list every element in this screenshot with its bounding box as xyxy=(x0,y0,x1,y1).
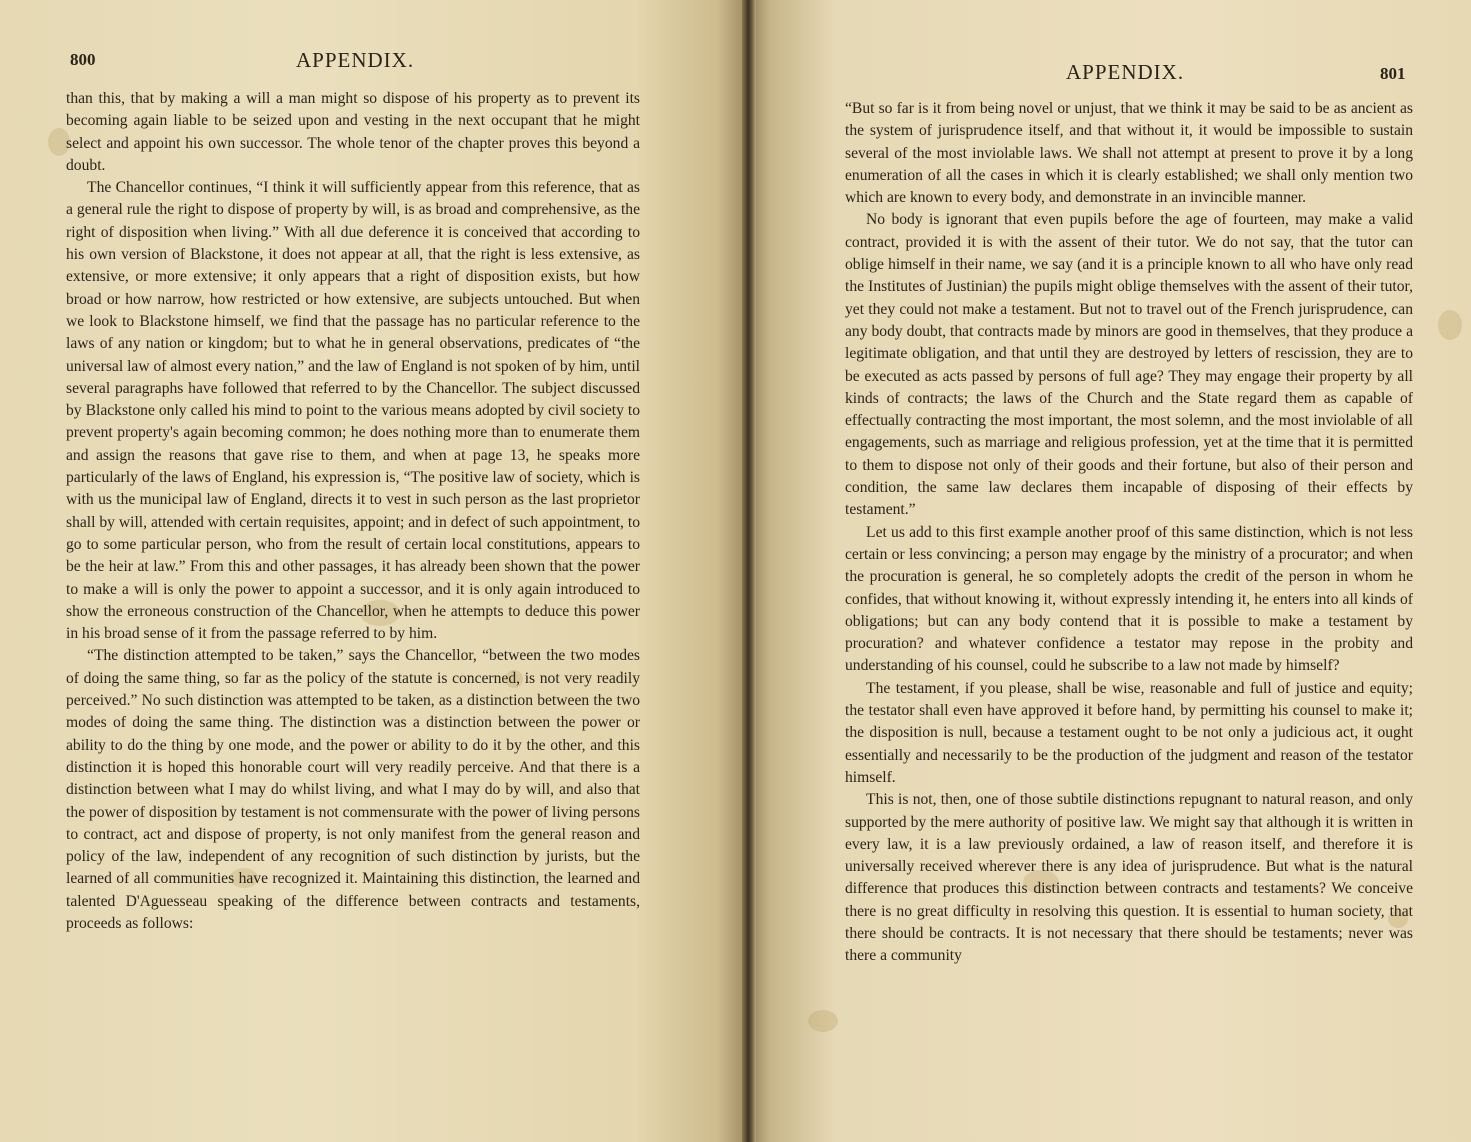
running-head: APPENDIX. xyxy=(296,48,415,72)
paragraph: The testament, if you please, shall be wise, reasonable and full of justice and equity; the testator shall even have approved it before hand, by permitting his counsel to make it; the disposition is null, because a testament ought to be not only a judicious act, it ought essentially and necessarily to be the production of the judgment and reason of the testator himself. xyxy=(845,679,1413,786)
right-page xyxy=(748,0,1471,1142)
page-number: 800 xyxy=(70,50,96,69)
paragraph: “The distinction attempted to be taken,” says the Chancellor, “between the two modes of doing the same thing, so far as the policy of the statute is concerned, is not very readily perceived.” No such distinction was attempted to be taken, as a distinction between the two modes of doing the same thing. The distinction was a distinction between the power or ability to do the thing by one mode, and the power or ability to do it by the other, and this distinction it is hoped this honorable court will very readily perceive. And that there is a distinction between what I may do whilst living, and what I may do by will, and also that the power of disposition by testament is not commensurate with the power of living persons to contract, act and dispose of property, is not only manifest from the general reason and policy of the law, independent of any recognition of such distinction by jurists, but the learned of all communities have recognized it. Maintaining this distinction, the learned and talented D'Aguesseau speaking of the difference between contracts and testaments, proceeds as follows: xyxy=(66,647,640,932)
paragraph: No body is ignorant that even pupils before the age of fourteen, may make a valid contract, provided it is with the assent of their tutor. We do not say, that the tutor can oblige himself in their name, we say (and it is a principle known to all who have only read the Institutes of Justinian) the pupils might oblige themselves with the assent of their tutor, yet they could not make a testament. But not to travel out of the French jurisprudence, can any body doubt, that contracts made by minors are good in themselves, that they produce a legitimate obligation, and that until they are destroyed by letters of rescission, they are to be executed as acts passed by persons of full age? They may engage their property by all kinds of contracts; the laws of the Church and the State regard them as capable of effectually contracting the most important, the most solemn, and the most inviolable of all engagements, such as marriage and religious profession, yet at the time that it is permitted to them to dispose not only of their goods and their fortune, but also of their person and condition, the same law declares them incapable of disposing of their effects by testament.” xyxy=(845,211,1413,519)
paragraph: This is not, then, one of those subtile distinctions repugnant to natural reason, and only supported by the mere authority of positive law. We might say that although it is written in every law, it is a law previously ordained, a law of reason itself, and therefore it is universally received wherever there is any idea of jurisprudence. But what is the natural difference that produces this distinction between contracts and testaments? We conceive there is no great difficulty in resolving this question. It is essential to human society, that there should be contracts. It is not necessary that there should be testaments; never was there a community xyxy=(845,791,1413,965)
page-number: 801 xyxy=(1380,64,1406,83)
paragraph: “But so far is it from being novel or unjust, that we think it may be said to be as ancient as the system of jurisprudence itself, and that without it, it would be impossible to sustain several of the most inviolable laws. We shall not attempt at present to prove it by a long enumeration of all the cases in which it is clearly established; we shall only mention two which are known to every body, and demonstrate in an invincible manner. xyxy=(845,100,1413,207)
foxing-stain xyxy=(808,1010,838,1032)
book-gutter xyxy=(742,0,756,1142)
left-body-text xyxy=(66,88,640,935)
right-body-text xyxy=(845,98,1413,968)
paragraph: Let us add to this first example another proof of this same distinction, which is not less certain or less convincing; a person may engage by the ministry of a procurator; and when the procuration is general, he so completely adopts the credit of the person in whom he confides, that without knowing it, without expressly intending it, he enters into all kinds of obligations; but can any body contend that it is possible to make a testament by procuration? and whatever confidence a testator may repose in the probity and understanding of his counsel, could he subscribe to a law not made by himself? xyxy=(845,523,1413,675)
foxing-stain xyxy=(1438,310,1462,340)
paragraph: The Chancellor continues, “I think it will sufficiently appear from this reference, that as a general rule the right to dispose of property by will, is as broad and comprehensive, as the right of disposition when living.” With all due deference it is conceived that according to his own version of Blackstone, it does not appear at all, that the right is less extensive, as extensive, or more extensive; it only appears that a right of disposition exists, but how broad or how narrow, how restricted or how extensive, are subjects untouched. But when we look to Blackstone himself, we find that the passage has no particular reference to the laws of any nation or kingdom; but to what he in general observations, predicates of “the universal law of almost every nation,” and the law of England is not spoken of by him, until several paragraphs have followed that referred to by the Chancellor. The subject discussed by Blackstone only called his mind to point to the various means adopted by civil society to prevent property's again becoming common; he does nothing more than to enumerate them and assign the reasons that gave rise to them, and when at page 13, he speaks more particularly of the laws of England, his expression is, “The positive law of society, which is with us the municipal law of England, directs it to vest in such person as the last proprietor shall by will, attended with certain requisites, appoint; and in defect of such appointment, to go to some particular person, who from the result of certain local constitutions, appears to be the heir at law.” From this and other passages, it has already been shown that the power to make a will is only the power to appoint a successor, and it is only again introduced to show the erroneous construction of the Chancellor, when he attempts to deduce this power in his broad sense of it from the passage referred to by him. xyxy=(66,179,640,643)
paragraph: than this, that by making a will a man might so dispose of his property as to prevent its becoming again liable to be seized upon and vesting in the next occupant that he might select and appoint his own successor. The whole tenor of the chapter proves this beyond a doubt. xyxy=(66,90,640,174)
running-head: APPENDIX. xyxy=(1066,60,1185,84)
